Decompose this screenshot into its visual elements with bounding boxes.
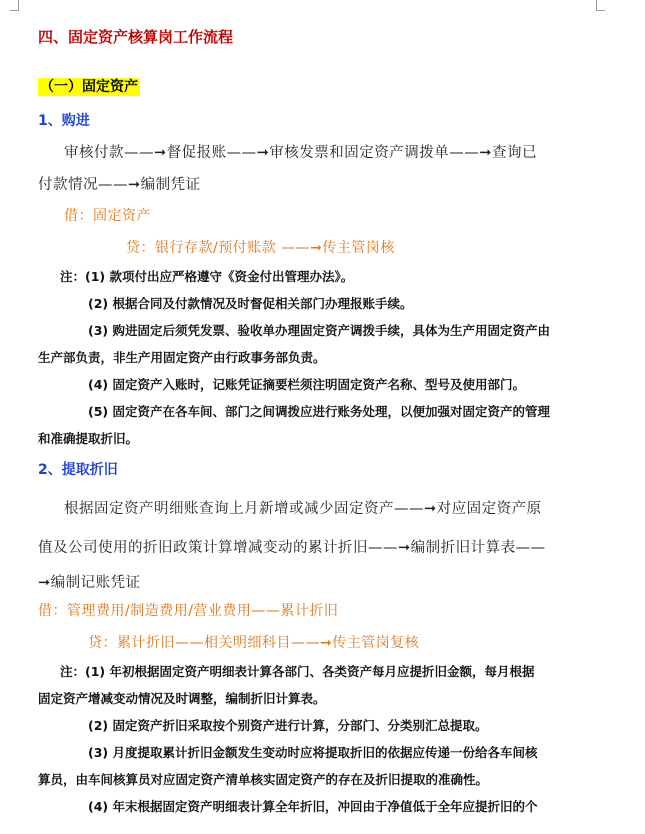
subsection-title: （一）固定资产 [40,79,138,95]
purchase-note-1: 注：(1) 款项付出应严格遵守《资金付出管理办法》。 [60,269,354,284]
depreciation-note-3-cont: 算员，由车间核算员对应固定资产清单核实固定资产的存在及折旧提取的准确性。 [38,772,489,787]
purchase-note-4: (4) 固定资产入账时，记账凭证摘要栏须注明固定资产名称、型号及使用部门。 [88,377,525,392]
depreciation-note-1-cont: 固定资产增减变动情况及时调整，编制折旧计算表。 [38,691,326,706]
purchase-note-3: (3) 购进固定后须凭发票、验收单办理固定资产调拨手续，具体为生产用固定资产由 [88,323,550,338]
depreciation-note-2: (2) 固定资产折旧采取按个别资产进行计算，分部门、分类别汇总提取。 [88,718,488,733]
page-corner-mark-left [10,0,19,11]
purchase-note-3-cont: 生产部负责，非生产用固定资产由行政事务部负责。 [38,350,326,365]
purchase-heading: 1、购进 [38,113,90,129]
purchase-credit-entry: 贷：银行存款/预付账款 ——➞传主管岗核 [126,240,395,256]
depreciation-credit-entry: 贷：累计折旧——相关明细科目——➞传主管岗复核 [88,635,420,651]
purchase-note-5-cont: 和准确提取折旧。 [38,431,139,446]
section-title: 四、固定资产核算岗工作流程 [38,28,234,46]
purchase-debit-entry: 借：固定资产 [64,208,151,224]
depreciation-flow-line-3: ➞编制记账凭证 [38,575,141,591]
purchase-note-2: (2) 根据合同及付款情况及时督促相关部门办理报账手续。 [88,296,413,311]
depreciation-flow-line-1: 根据固定资产明细账查询上月新增或减少固定资产——➞对应固定资产原 [64,501,542,517]
purchase-flow-line-1: 审核付款——➞督促报账——➞审核发票和固定资产调拨单——➞查询已 [64,145,537,161]
depreciation-note-3: (3) 月度提取累计折旧金额发生变动时应将提取折旧的依据应传递一份给各车间核 [88,745,538,760]
subsection-title-wrap [38,76,140,96]
page-corner-mark-right [596,0,605,11]
depreciation-note-4: (4) 年末根据固定资产明细表计算全年折旧，冲回由于净值低于全年应提折旧的个 [88,799,538,814]
depreciation-heading: 2、提取折旧 [38,462,118,478]
depreciation-flow-line-2: 值及公司使用的折旧政策计算增减变动的累计折旧——➞编制折旧计算表—— [38,540,546,556]
depreciation-note-1: 注：(1) 年初根据固定资产明细表计算各部门、各类资产每月应提折旧金额，每月根据 [60,664,535,679]
purchase-note-5: (5) 固定资产在各车间、部门之间调拨应进行账务处理，以便加强对固定资产的管理 [88,404,550,419]
depreciation-debit-entry: 借：管理费用/制造费用/营业费用——累计折旧 [38,603,339,619]
purchase-flow-line-2: 付款情况——➞编制凭证 [38,177,201,193]
